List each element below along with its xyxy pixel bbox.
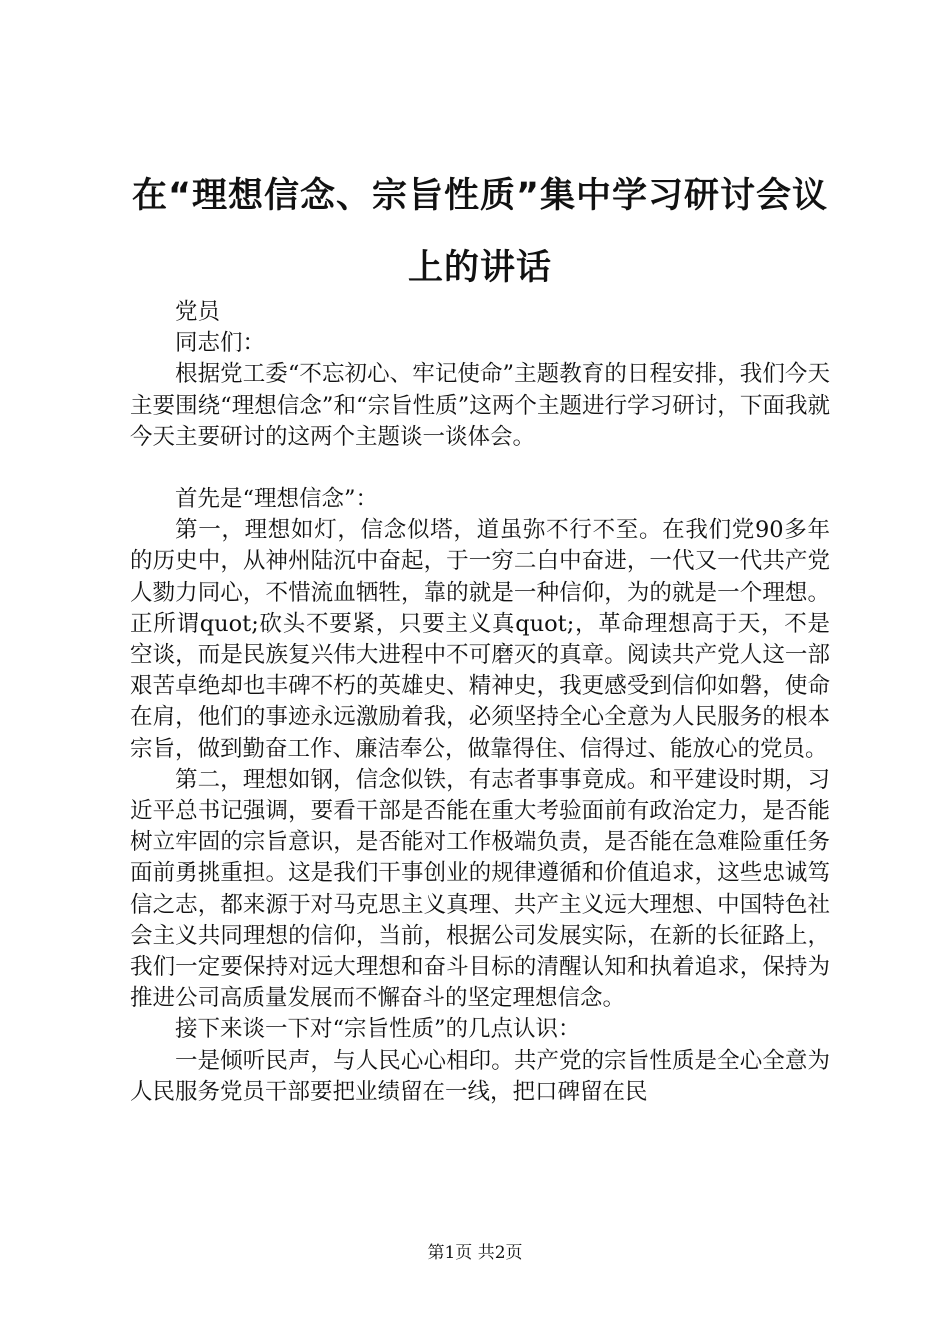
paragraph-second-point: 第二，理想如钢，信念似铁，有志者事事竟成。和平建设时期，习近平总书记强调，要看干部是否能在重大考验面前有政治定力，是否能树立牢固的宗旨意识，是否能对工作极端负责，是否能在急难险重任务面前勇挑重担。这是我们干事创业的规律遵循和价值追求，这些忠诚笃信之志，都来源于对马克思主义真理、共产主义远大理想、中国特色社会主义共同理想的信仰，当前，根据公司发展实际，在新的长征路上，我们一定要保持对远大理想和奋斗目标的清醒认知和执着追求，保持为推进公司高质量发展而不懈奋斗的坚定理想信念。 [130,766,830,1012]
paragraph-greeting: 同志们： [175,330,266,357]
page-number: 第1页 共2页 [427,1243,523,1263]
document-body [130,297,830,1108]
paragraph-section-ideals: 首先是“理想信念”： [175,486,379,513]
paragraph-section-purpose: 接下来谈一下对“宗旨性质”的几点认识： [175,1016,581,1043]
document-title: 在“理想信念、宗旨性质”集中学习研讨会议上的讲话 [131,176,828,288]
paragraph-party-member: 党员 [175,299,221,325]
paragraph-first-point: 第一，理想如灯，信念似塔，道虽弥不行不至。在我们党90多年的历史中，从神州陆沉中奋起，于一穷二白中奋进，一代又一代共产党人勠力同心，不惜流血牺牲，靠的就是一种信仰，为的就是一个理想。正所谓quot;砍头不要紧，只要主义真quot;，革命理想高于天，不是空谈，而是民族复兴伟大进程中不可磨灭的真章。阅读共产党人这一部艰苦卓绝却也丰碑不朽的英雄史、精神史，我更感受到信仰如磐，使命在肩，他们的事迹永远激励着我，必须坚持全心全意为人民服务的根本宗旨，做到勤奋工作、廉洁奉公，做靠得住、信得过、能放心的党员。 [130,517,830,762]
paragraph-purpose-first: 一是倾听民声，与人民心心相印。共产党的宗旨性质是全心全意为人民服务党员干部要把业绩留在一线，把口碑留在民 [130,1047,830,1105]
paragraph-intro: 根据党工委“不忘初心、牢记使命”主题教育的日程安排，我们今天主要围绕“理想信念”和“宗旨性质”这两个主题进行学习研讨，下面我就今天主要研讨的这两个主题谈一谈体会。 [130,361,830,450]
